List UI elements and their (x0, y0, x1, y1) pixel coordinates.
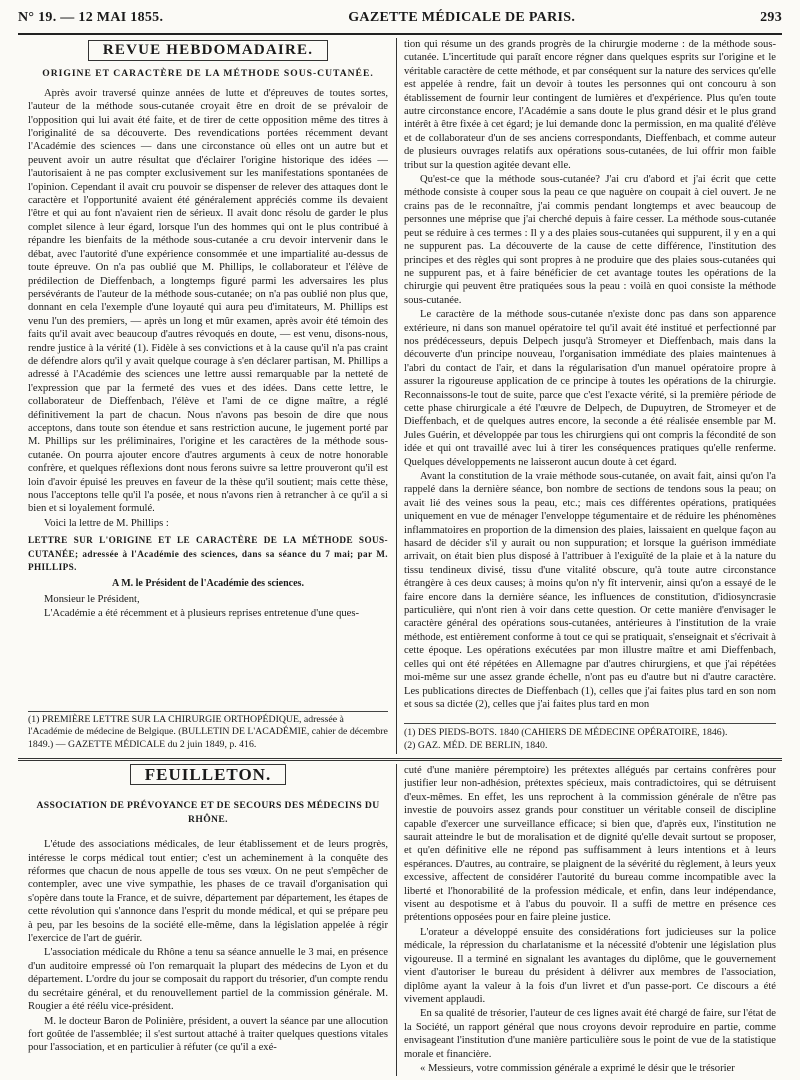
revue-right-column (404, 38, 776, 714)
letter-salutation: Monsieur le Président, (44, 593, 140, 605)
footnote: (1) PREMIÈRE LETTRE SUR LA CHIRURGIE ORTHOPÉDIQUE, adressée à l'Académie de médecine de Belgique. (BULLETIN DE L'ACADÉMIE, cahier de décembre 1849.) — GAZETTE MÉDICALE du 2 juin 1849, p. 416. (28, 714, 388, 750)
feuilleton-subtitle: ASSOCIATION DE PRÉVOYANCE ET DE SECOURS DES MÉDECINS DU RHÔNE. (36, 800, 380, 825)
revue-left-column (28, 40, 388, 710)
footnote-rule-left (28, 711, 388, 712)
footnote: (2) GAZ. MÉD. DE BERLIN, 1840. (404, 740, 548, 752)
footnotes-right (404, 727, 776, 757)
feuilleton-right-column (404, 764, 776, 1076)
revue-title-wrap (28, 40, 388, 67)
footnotes-left (28, 714, 388, 754)
feuilleton-paragraph: « Messieurs, votre commission générale a exprimé le désir que le trésorier (420, 1062, 735, 1074)
feuilleton-paragraph: cuté d'une manière péremptoire) les prétextes allégués par certains confrères pour justifier leur non-adhésion, prétextes spécieux, mais contradictoires, qui se détruisent d'eux-mêmes. En effet, les uns reprochent à la commission générale de n'être pas investie de pouvoirs assez grands pour constituer un véritable conseil de discipline capable d'exercer une surveillance efficace; si bien que, d'après eux, l'institution ne saurait atteindre le but de moralisation et de dignité qu'elle devait surtout se proposer, et qu'en définitive elle ne répond pas suffisamment à leurs intentions et à leurs espérances. D'autres, au contraire, se plaignent de la sévérité du règlement, à leurs yeux excessive, affectent de considérer l'autorité du bureau comme incompatible avec la liberté et l'honorabilité de la profession médicale, et enfin, dans leur indépendance, visent au despotisme et à l'abus du pouvoir. Il a suffi de mettre en présence ces prétentions opposées pour en faire pleine justice. (404, 765, 776, 924)
feuilleton-paragraph: L'association médicale du Rhône a tenu sa séance annuelle le 3 mai, en présence d'un auditoire empressé où l'on remarquait la plupart des médecins de Lyon et du département. L'ordre du jour se composait du rapport du trésorier, d'un compte rendu du secrétaire général, et du renouvellement partiel de la commission générale. M. Rougier a été réélu vice-président. (28, 947, 388, 1013)
feuilleton-paragraph: L'orateur a développé ensuite des considérations fort judicieuses sur la police médicale, la répression du charlatanisme et la nécessité d'obtenir une législation plus vigoureuse. Il a terminé en signalant les avantages du diplôme, que le gouvernement vient d'autoriser le bureau du président à délivrer aux membres de l'association, diplôme ayant la valeur à la fois d'un livret et d'un passe-port. Ce discours a été vivement applaudi. (404, 926, 776, 1005)
feuilleton-separator (18, 758, 782, 761)
letter-title: LETTRE SUR L'ORIGINE ET LE CARACTÈRE DE LA MÉTHODE SOUS-CUTANÉE; adressée à l'Académie des sciences, dans sa séance du 7 mai; par M. PHILLIPS. (28, 535, 388, 573)
feuilleton-paragraph: L'étude des associations médicales, de leur établissement et de leurs progrès, intéresse le corps médical tout entier; c'est un acheminement à la conquête des réformes que chacun de nous appelle de tous ses vœux. On ne peut s'empêcher de contempler, avec une vive sympathie, les phases de ce travail d'organisation qui s'opère dans toute la France, et de suivre, département par département, les étapes de cette révolution qui s'annonce dans l'esprit du monde médical, et qui se prépare peu à peu, par les besoins de la société elle-même, dans la législation appelée à régir l'exercice de l'art de guérir. (28, 839, 388, 945)
masthead (18, 10, 782, 32)
feuilleton-title: FEUILLETON. (130, 764, 286, 785)
issue-date: N° 19. — 12 MAI 1855. (18, 10, 164, 25)
feuilleton-paragraph: En sa qualité de trésorier, l'auteur de ces lignes avait été chargé de faire, sur l'état de la Société, un rapport général que nous croyons devoir reproduire en partie, comme envisageant l'institution d'une manière particulière sous le point de vue de la statistique morale et financière. (404, 1008, 776, 1060)
revue-paragraph: L'Académie a été récemment et à plusieurs reprises entretenue d'une ques- (44, 608, 360, 620)
feuilleton-title-wrap (28, 764, 388, 791)
feuilleton-left-column (28, 764, 388, 1076)
column-rule-bottom (396, 764, 397, 1076)
revue-paragraph: Avant la constitution de la vraie méthode sous-cutanée, on avait fait, ainsi qu'on l'a rappelé dans la dernière séance, bon nombre de sections de tendons sous la peau; on avait lié des veines sous la peau, etc.; mais ces différentes opérations, pratiquées uniquement en vue de ménager l'enveloppe tégumentaire et de réduire les phénomènes inflammatoires en proportion de la dimension des plaies, laissaient en quelque façon au hasard de décider s'il y aurait ou non suppuration; et lorsque la guérison immédiate arrivait, on était bien plus disposé à l'attribuer à l'exiguïté de la plaie et à la nature du tissu tendineux divisé, tissu d'une vitalité obscure, qu'à toute autre circonstance étrangère à ces deux causes; à moins qu'on n'y fît intervenir, ainsi qu'on a essayé de le faire encore dans la dernière séance, les influences de constitution, d'idiosyncrasie particulière, qui n'ont rien à voir dans cette question. Or cette manière d'envisager le caractère général des opérations sous-cutanées, antérieures à l'institution de la vraie méthode, est entièrement conforme à tout ce qui se pratiquait, s'enseignait et s'écrivait à cette époque. Les opérations exécutées par mon illustre maître et ami Dieffenbach, celles qui ont été répétées en Allemagne par d'autres chirurgiens, et que j'ai répétées moi-même sur une assez grande échelle, n'ont pas eu d'autre but ni d'autre caractère. Les publications directes de Dieffenbach (1), celles que j'ai faites plus tard en son nom et sous sa dictée (2), celles que j'ai faites plus tard en mon (404, 471, 776, 710)
column-rule-top (396, 38, 397, 754)
feuilleton-paragraph: M. le docteur Baron de Polinière, président, a ouvert la séance par une allocution fort goûtée de l'assemblée; il s'est surtout attaché à traiter quelques questions vitales pour l'association, et en particulier à réfuter (ce qu'il a exé- (28, 1015, 388, 1054)
revue-paragraph: Qu'est-ce que la méthode sous-cutanée? J'ai cru d'abord et j'ai écrit que cette méthode consiste à couper sous la peau ce que naguère on coupait à ciel ouvert. Je ne crains pas de le reconnaître, j'ai commis pendant longtemps et avec beaucoup de personnes une méprise que j'ai cherché depuis à faire cesser. La méthode sous-cutanée peut se réduire à ces termes : Il y a des plaies sous-cutanées qui suppurent, il y en a qui ne suppurent pas. La découverte de la cause de cette différence, l'institution des principes et des règles qui sont propres à ne produire que des plaies sous-cutanées qui ne suppurent pas, et à faire bénéficier de cet avantage toutes les opérations de la chirurgie qui peuvent être pratiquées sous la peau : voilà en quoi consiste la méthode sous-cutanée. (404, 174, 776, 306)
footnote: (1) DES PIEDS-BOTS. 1840 (CAHIERS DE MÉDECINE OPÉRATOIRE, 1846). (404, 727, 728, 738)
revue-paragraph: Voici la lettre de M. Phillips : (44, 517, 169, 529)
revue-paragraph: Le caractère de la méthode sous-cutanée n'existe donc pas dans son apparence extérieure, ni dans son manuel opératoire tel qu'il avait été institué et perfectionné par nos prédécesseurs, depuis Delpech jusqu'à Stromeyer et Dieffenbach, mais dans la découverte d'un principe nouveau, l'organisation immédiate des plaies maintenues à l'abri du contact de l'air, et dans la régularisation d'un manuel opératoire propre à assurer la rigoureuse application de ce principe à toutes les opérations de la chirurgie. Reconnaissons-le tout de suite, parce que c'est l'exacte vérité, si la première période de cette phase chirurgicale a été l'œuvre de Delpech, de Dupuytren, de Stromeyer et de Dieffenbach, et de quelques autres encore, la seconde a été réalisée ensemble par M. Jules Guérin, et développée par tous les chirurgiens qui ont compris la fécondité de son idée et qui ont travaillé avec lui à tirer les conséquences pratiques qu'elle renferme. Quelques développements ne laisseront aucun doute à cet égard. (404, 309, 776, 468)
page-number: 293 (760, 10, 782, 25)
footnote-rule-right (404, 723, 776, 724)
revue-title: REVUE HEBDOMADAIRE. (88, 40, 328, 61)
revue-paragraph: Après avoir traversé quinze années de lutte et d'épreuves de toutes sortes, l'auteur de la méthode sous-cutanée croyait être en droit de se prévaloir de l'opposition qui lui avait été faite, et de tirer de cette opposition même des titres à l'originalité de sa découverte. Des revendications portées récemment devant l'Académie des sciences — dans une circonstance où elles ont un autre but et peuvent avoir un autre résultat que d'éclairer l'origine historique des idées — l'autorisaient à ne pas compter exclusivement sur les manifestations spontanées de l'opinion. Cependant il avait cru pouvoir se dispenser de relever des attaques dont le caractère et l'opportunité avaient été généralement appréciés comme ils devaient l'être et qui au font n'avaient rien de sérieux. Il avait donc résolu de garder le plus complet silence à leur égard, lorsque l'un des hommes qui ont le plus contribué à répandre les bienfaits de la méthode sous-cutanée a cru devoir intervenir dans le débat, avec l'autorité d'une expérience consommée et une impartialité au-dessus de toute épreuve. On n'a pas oublié que M. Phillips, le collaborateur et l'élève de prédilection de Dieffenbach, a longtemps figuré parmi les adversaires les plus persévérants de l'auteur de la méthode sous-cutanée; on n'a pas oublié non plus que, donnant en cela l'exemple d'une loyauté qui aura peu d'imitateurs, M. Phillips est venu l'un des premiers, — après un long et mûr examen, après avoir été témoin des faits qu'il avait avec beaucoup d'autres révoqués en doute, — est venu, disons-nous, rendre justice à la vérité (1). Fidèle à ses convictions et à la cause qu'il n'a pas craint de défendre alors qu'il y avait quelque courage à s'en déclarer partisan, M. Phillips a adressé à l'Académie des sciences une lettre aussi remarquable par la netteté de l'expression que par la fermeté des vues et des idées. Dans cette lettre, le collaborateur de Dieffenbach, l'élève et l'ami de ce digne maître, a réglé définitivement la part de chacun. Nous n'avons pas besoin de dire que nous acceptons, dans toute son étendue et sans restriction aucune, le jugement porté par M. Phillips sur les préliminaires, l'origine et les caractères de la méthode sous-cutanée. On pourra ajouter encore d'autres arguments à ceux de notre honorable confrère, et quelques réflexions dont nous ferons suivre sa lettre prouveront qu'il est loin d'avoir épuisé les preuves en faveur de la thèse qu'il soutient; mais cette thèse, nous l'acceptons telle qu'il l'a posée, et nous n'avons rien à retrancher à ce qu'il a si bien et si loyalement formulé. (28, 87, 388, 515)
revue-paragraph: tion qui résume un des grands progrès de la chirurgie moderne : de la méthode sous-cutanée. L'incertitude qui paraît encore régner dans quelques esprits sur l'origine et le véritable caractère de cette méthode, et par conséquent sur la nature des services qu'elle est appelée à rendre, fait un devoir à toutes les personnes qui ont concouru à son établissement de fournir leur contingent de lumières et d'expérience. Plus qu'en toute autre circonstance encore, l'Académie a sans doute le plus grand désir et le plus grand intérêt à être fixée à cet égard; je lui demande donc la permission, en ma qualité d'élève et de collaborateur d'un de ses anciens correspondants, Dieffenbach, et comme auteur de plusieurs ouvrages relatifs aux opérations sous-cutanées, de lui offrir mon faible tribut sur la question agitée devant elle. (404, 39, 776, 171)
masthead-rule (18, 33, 782, 35)
letter-addressee: A M. le Président de l'Académie des sciences. (112, 578, 304, 590)
publication-title: GAZETTE MÉDICALE DE PARIS. (348, 10, 576, 25)
revue-subtitle: ORIGINE ET CARACTÈRE DE LA MÉTHODE SOUS-CUTANÉE. (42, 68, 374, 80)
